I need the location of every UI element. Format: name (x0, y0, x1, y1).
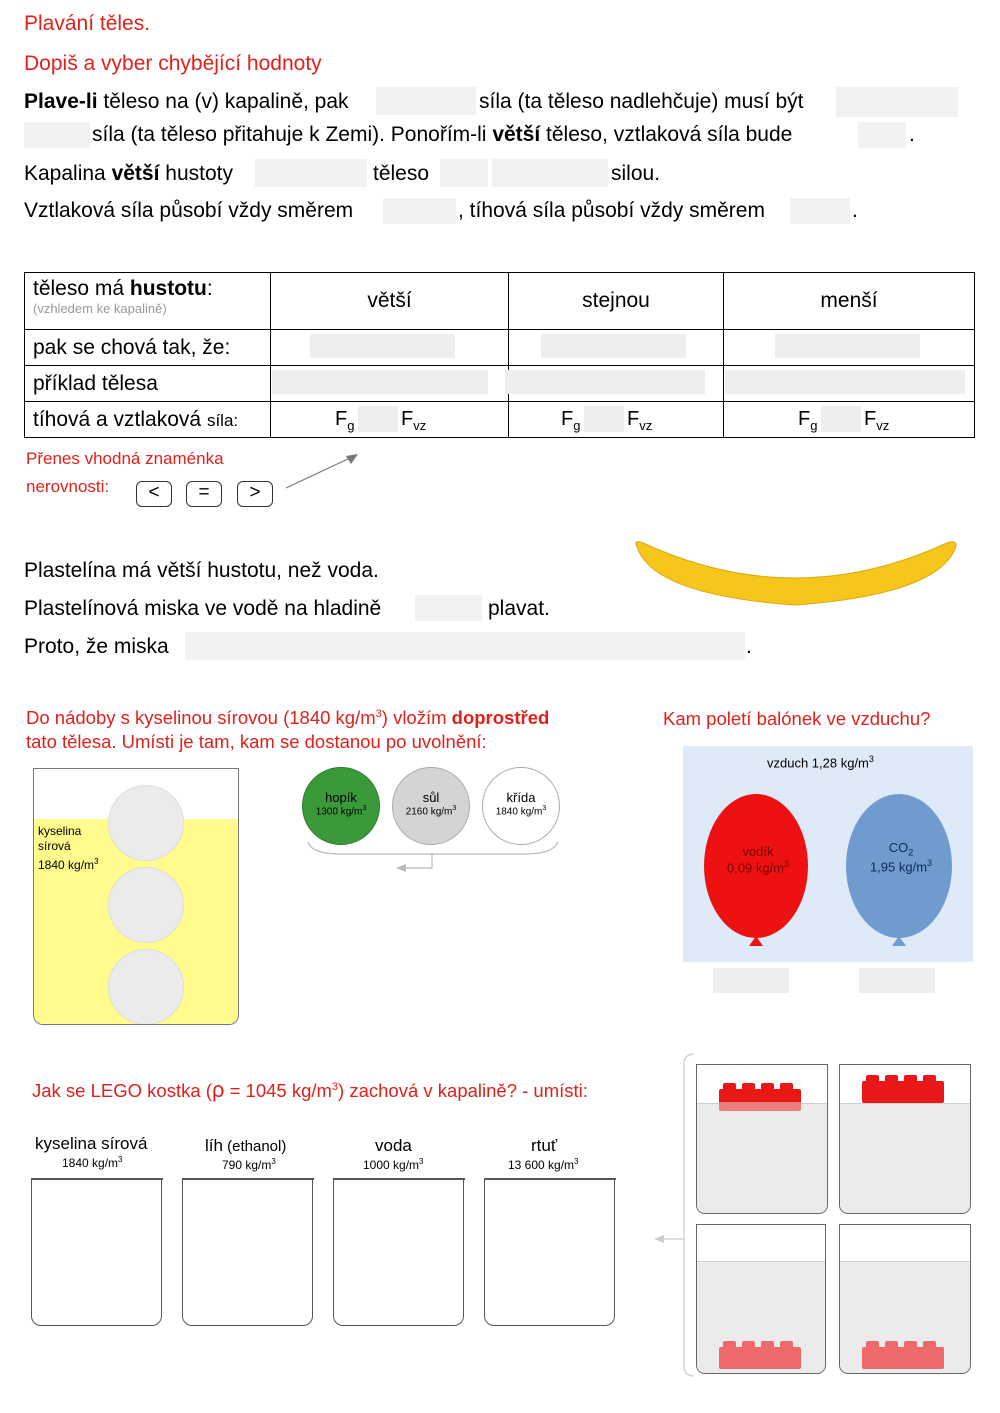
blank-behavior-1[interactable] (310, 334, 455, 358)
co2-sup: 3 (927, 857, 933, 868)
fg-3-letter: F (798, 408, 811, 430)
item-salt-density: 2160 kg/m (405, 806, 453, 818)
fvz-3 (864, 408, 889, 433)
plastelina-line-2b: plavat. (488, 597, 550, 620)
item-ball[interactable] (302, 767, 380, 845)
drop-box-ethanol[interactable] (182, 1178, 313, 1326)
fvz-1 (401, 408, 426, 433)
blank-force-1[interactable] (376, 87, 476, 115)
fvz-3-sub: vz (876, 418, 890, 433)
acid-q1b: ) vložím (381, 707, 447, 728)
liquid-ethanol-extra: (ethanol) (222, 1138, 287, 1155)
acid-question-2: tato tělesa. Umísti je tam, kam se dostanou po uvolnění: (26, 731, 487, 752)
items-bracket-icon (300, 838, 565, 874)
row-forces-label (25, 402, 271, 438)
para-l3e: silou. (611, 162, 661, 185)
sign-slot-3[interactable] (821, 406, 861, 432)
liquid-ethanol-density (222, 1157, 276, 1172)
hydrogen-name: vodík (742, 844, 774, 859)
co2-density: 1,95 kg/m (869, 858, 928, 874)
item-chalk-name: křída (506, 790, 536, 805)
plastelina-line-2a: Plastelínová miska ve vodě na hladině (24, 597, 382, 620)
blank-co2-direction[interactable] (859, 968, 935, 993)
co2-balloon-icon (845, 794, 955, 954)
blank-force-2[interactable] (24, 122, 90, 148)
air-panel (683, 746, 973, 962)
lego-brick-icon (719, 1347, 801, 1369)
col-header-same: stejnou (509, 273, 724, 330)
fg-2-sub: g (573, 418, 581, 433)
fg-1 (335, 408, 354, 433)
sign-less-button[interactable]: < (136, 481, 172, 507)
liquid-ethanol-name-text: líh (205, 1136, 223, 1155)
acid-label-1: kyselina (38, 824, 82, 838)
fvz-2-sub: vz (639, 418, 653, 433)
blank-direction-buoyancy[interactable] (383, 198, 456, 224)
item-ball-density: 1300 kg/m (315, 806, 363, 818)
item-chalk-sup: 3 (542, 805, 547, 812)
co2-label (859, 840, 943, 874)
item-ball-sup: 3 (362, 805, 367, 812)
lego-brick-icon (719, 1089, 801, 1111)
blank-behavior-3[interactable] (775, 334, 920, 358)
plastelina-line-3a: Proto, že miska (24, 635, 169, 658)
sign-slot-1[interactable] (358, 406, 398, 432)
fvz-2-letter: F (627, 408, 640, 430)
para-l3d: těleso (373, 162, 430, 185)
sign-greater-button[interactable]: > (237, 481, 273, 507)
lego-option-floating-high[interactable] (696, 1064, 828, 1214)
drop-slot-top[interactable] (108, 785, 184, 861)
page-title: Plavání těles. (24, 12, 151, 35)
blank-action[interactable] (440, 159, 488, 187)
lego-option-2-waterline (840, 1103, 970, 1104)
signs-label-1: Přenes vhodná znaménka (26, 449, 224, 468)
table-header-label (25, 273, 271, 330)
blank-example-3[interactable] (725, 370, 965, 394)
para-l4a: Vztlaková síla působí vždy směrem (24, 199, 354, 222)
blank-comparison-1[interactable] (836, 87, 958, 117)
fg-2 (561, 408, 580, 433)
h-label-c: : (206, 277, 213, 300)
air-label-text: vzduch 1,28 kg/m (767, 755, 869, 771)
acid-q1c: doprostřed (451, 707, 550, 728)
item-ball-name: hopík (325, 790, 357, 805)
fg-3-sub: g (810, 418, 818, 433)
blank-force-size[interactable] (492, 159, 608, 187)
co2-sub: 2 (908, 847, 914, 858)
sign-equal-button[interactable]: = (186, 481, 222, 507)
air-label-sup: 3 (868, 754, 874, 764)
blank-direction-gravity[interactable] (790, 198, 850, 224)
item-salt-name: sůl (422, 790, 440, 805)
liquid-ethanol-sup: 3 (271, 1157, 276, 1166)
blank-example-2[interactable] (505, 370, 705, 394)
signs-label-2: nerovnosti: (26, 477, 110, 496)
acid-label-2: sírová (38, 839, 71, 853)
acid-label-3: 1840 kg/m (38, 858, 95, 872)
acid-q1a: Do nádoby s kyselinou sírovou (1840 kg/m (26, 707, 376, 728)
para-l1a: Plave-li (24, 90, 98, 113)
acid-label-sup: 3 (94, 857, 99, 866)
blank-hydrogen-direction[interactable] (713, 968, 789, 993)
lego-brick-icon (862, 1347, 944, 1369)
liquid-ethanol-density-text: 790 kg/m (222, 1158, 272, 1172)
balloon-question: Kam poletí balónek ve vzduchu? (663, 708, 931, 729)
fvz-3-letter: F (864, 408, 877, 430)
blank-density[interactable] (255, 159, 367, 187)
plastelina-line-3b: . (746, 635, 752, 658)
fg-2-letter: F (561, 408, 574, 430)
para-l2d: . (909, 123, 915, 146)
lego-option-1-water (697, 1103, 827, 1213)
item-chalk-density: 1840 kg/m (495, 806, 543, 818)
drop-box-acid[interactable] (31, 1178, 162, 1326)
blank-bowl-reason[interactable] (185, 632, 745, 660)
drop-slot-bottom[interactable] (108, 949, 184, 1025)
para-line-1 (24, 90, 349, 114)
liquid-water-name: voda (375, 1136, 412, 1155)
row-behavior-label: pak se chová tak, že: (25, 330, 271, 366)
lego-options-bracket-icon (650, 1050, 700, 1380)
drop-box-mercury[interactable] (484, 1178, 615, 1326)
para-l2b: větší (492, 123, 541, 146)
plasticine-bowl-icon (625, 535, 965, 615)
col-header-smaller: menší (724, 273, 975, 330)
blank-behavior-2[interactable] (541, 334, 686, 358)
fg-3 (798, 408, 817, 433)
lego-option-sunk-1[interactable] (696, 1224, 826, 1374)
fvz-2 (627, 408, 652, 433)
para-l3b: větší (111, 162, 160, 185)
h-label-a: těleso má (33, 277, 125, 300)
para-l2c: těleso, vztlaková síla bude (546, 123, 793, 146)
fvz-1-sub: vz (413, 418, 427, 433)
para-line-2 (92, 123, 792, 147)
lego-option-sunk-2[interactable] (839, 1224, 971, 1374)
col-header-bigger: větší (271, 273, 509, 330)
lego-q-b: = 1045 kg/m (224, 1080, 332, 1101)
fg-1-letter: F (335, 408, 348, 430)
lego-question (32, 1077, 588, 1103)
liquid-mercury-sup: 3 (574, 1157, 579, 1166)
hydrogen-sup: 3 (784, 859, 790, 869)
hydrogen-density: 0,09 kg/m (726, 860, 785, 876)
blank-buoyancy-change[interactable] (858, 122, 906, 148)
lego-q-c: ) zachová v kapalině? - umísti: (338, 1080, 588, 1101)
acid-container (33, 768, 239, 1025)
h-sub: (vzhledem ke kapalině) (33, 301, 167, 316)
para-l4c: . (852, 199, 858, 222)
drag-arrow-icon (280, 448, 370, 494)
fvz-1-letter: F (401, 408, 414, 430)
para-l1b: těleso na (v) kapalině, pak (103, 90, 349, 113)
item-salt-sup: 3 (452, 805, 457, 812)
para-l2a: síla (ta těleso přitahuje k Zemi). Ponořím-li (92, 123, 487, 146)
lego-option-3-waterline (697, 1261, 825, 1262)
para-line-3 (24, 162, 233, 186)
lego-option-floating-top[interactable] (839, 1064, 971, 1214)
liquid-acid-density-text: 1840 kg/m (62, 1156, 119, 1170)
liquid-water-density (363, 1157, 424, 1172)
drop-slot-middle[interactable] (108, 867, 184, 943)
lego-q-rho: ρ (211, 1077, 225, 1102)
h-label-b: hustotu (129, 277, 207, 300)
liquid-mercury-density (508, 1157, 579, 1172)
liquid-acid-sup: 3 (118, 1155, 123, 1164)
lego-q-sup: 3 (331, 1080, 339, 1093)
liquid-acid-density (62, 1155, 123, 1170)
para-l1c: síla (ta těleso nadlehčuje) musí být (479, 90, 804, 113)
row4a: tíhová a vztlaková (33, 407, 202, 431)
lego-option-2-water (840, 1103, 970, 1213)
air-label (767, 754, 874, 770)
liquid-mercury-density-text: 13 600 kg/m (508, 1158, 575, 1172)
blank-bowl-float[interactable] (415, 595, 482, 621)
liquid-ethanol-name (205, 1136, 286, 1156)
liquid-water-density-text: 1000 kg/m (363, 1158, 420, 1172)
lego-brick-icon (862, 1081, 944, 1103)
para-l4b: , tíhová síla působí vždy směrem (458, 199, 765, 222)
para-l3c: hustoty (165, 162, 234, 185)
instruction: Dopiš a vyber chybějící hodnoty (24, 52, 322, 75)
blank-example-1[interactable] (272, 370, 488, 394)
acid-q1sup: 3 (375, 707, 382, 720)
co2-name: CO (888, 840, 909, 855)
liquid-mercury-name: rtuť (531, 1136, 558, 1155)
fg-1-sub: g (347, 418, 355, 433)
lego-option-4-waterline (840, 1261, 970, 1262)
row-example-label: příklad tělesa (25, 366, 271, 402)
item-salt[interactable] (392, 767, 470, 845)
hydrogen-label (721, 844, 795, 875)
drop-box-water[interactable] (333, 1178, 464, 1326)
row4b: síla: (206, 410, 239, 430)
liquid-water-sup: 3 (419, 1157, 424, 1166)
liquid-acid-name: kyselina sírová (35, 1134, 148, 1153)
acid-label (38, 824, 99, 873)
para-l3a: Kapalina (24, 162, 106, 185)
lego-q-a: Jak se LEGO kostka ( (32, 1080, 212, 1101)
acid-question-1 (26, 707, 549, 729)
sign-slot-2[interactable] (584, 406, 624, 432)
plastelina-line-1: Plastelína má větší hustotu, než voda. (24, 559, 379, 582)
item-chalk[interactable] (482, 767, 560, 845)
